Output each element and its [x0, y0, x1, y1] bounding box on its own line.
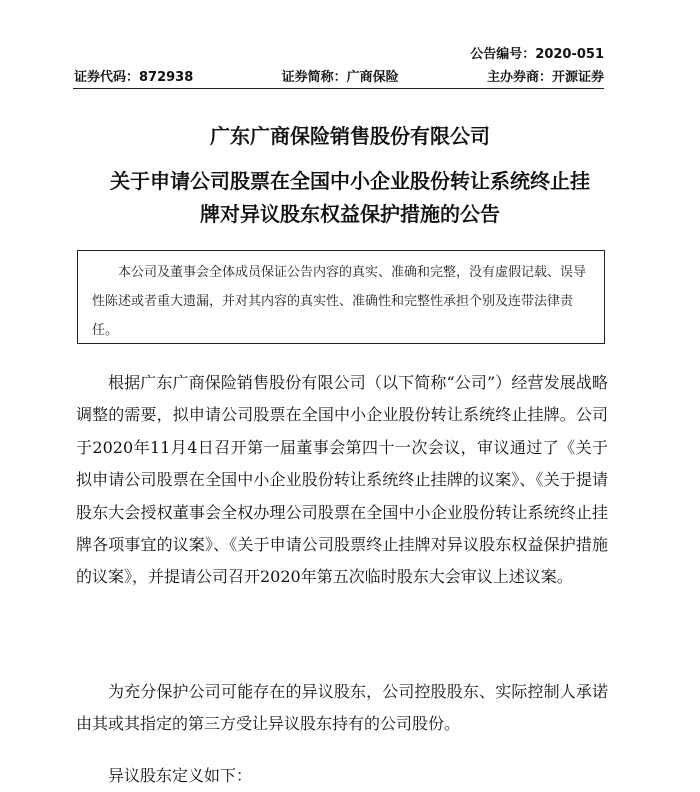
stock-name: 证券简称：广商保险 [281, 70, 399, 85]
header-divider [73, 88, 604, 89]
document-title-line-1: 关于申请公司股票在全国中小企业股份转让系统终止挂 [110, 169, 590, 193]
document-title-line-2: 牌对异议股东权益保护措施的公告 [200, 202, 500, 226]
body-paragraph-commitment: 为充分保护公司可能存在的异议股东，公司控股股东、实际控制人承诺由其或其指定的第三方受让异议股东持有的公司股份。 [76, 682, 608, 734]
security-info-row [74, 66, 604, 85]
body-paragraph-definition: 异议股东定义如下： [108, 766, 253, 785]
sponsor-broker: 主办券商：开源证券 [486, 70, 604, 85]
disclaimer-box [77, 250, 605, 344]
body-paragraph-background: 根据广东广商保险销售股份有限公司（以下简称“公司”）经营发展战略调整的需要，拟申请公司股票在全国中小企业股份转让系统终止挂牌。公司于2020年11月4日召开第一届董事会第四十一次会议，审议通过了《关于拟申请公司股票在全国中小企业股份转让系统终止挂牌的议案》、《关于提请股东大会授权董事会全权办理公司股票在全国中小企业股份转让系统终止挂牌各项事宜的议案》、《关于申请公司股票终止挂牌对异议股东权益保护措施的议案》，并提请公司召开2020年第五次临时股东大会审议上述议案。 [76, 373, 608, 587]
stock-code: 证券代码：872938 [74, 70, 194, 85]
announcement-number: 公告编号：2020-051 [470, 47, 604, 62]
disclaimer-text: 本公司及董事会全体成员保证公告内容的真实、准确和完整，没有虚假记载、误导性陈述或者重大遗漏，并对其内容的真实性、准确性和完整性承担个别及连带法律责任。 [92, 265, 587, 338]
company-name: 广东广商保险销售股份有限公司 [210, 124, 490, 148]
